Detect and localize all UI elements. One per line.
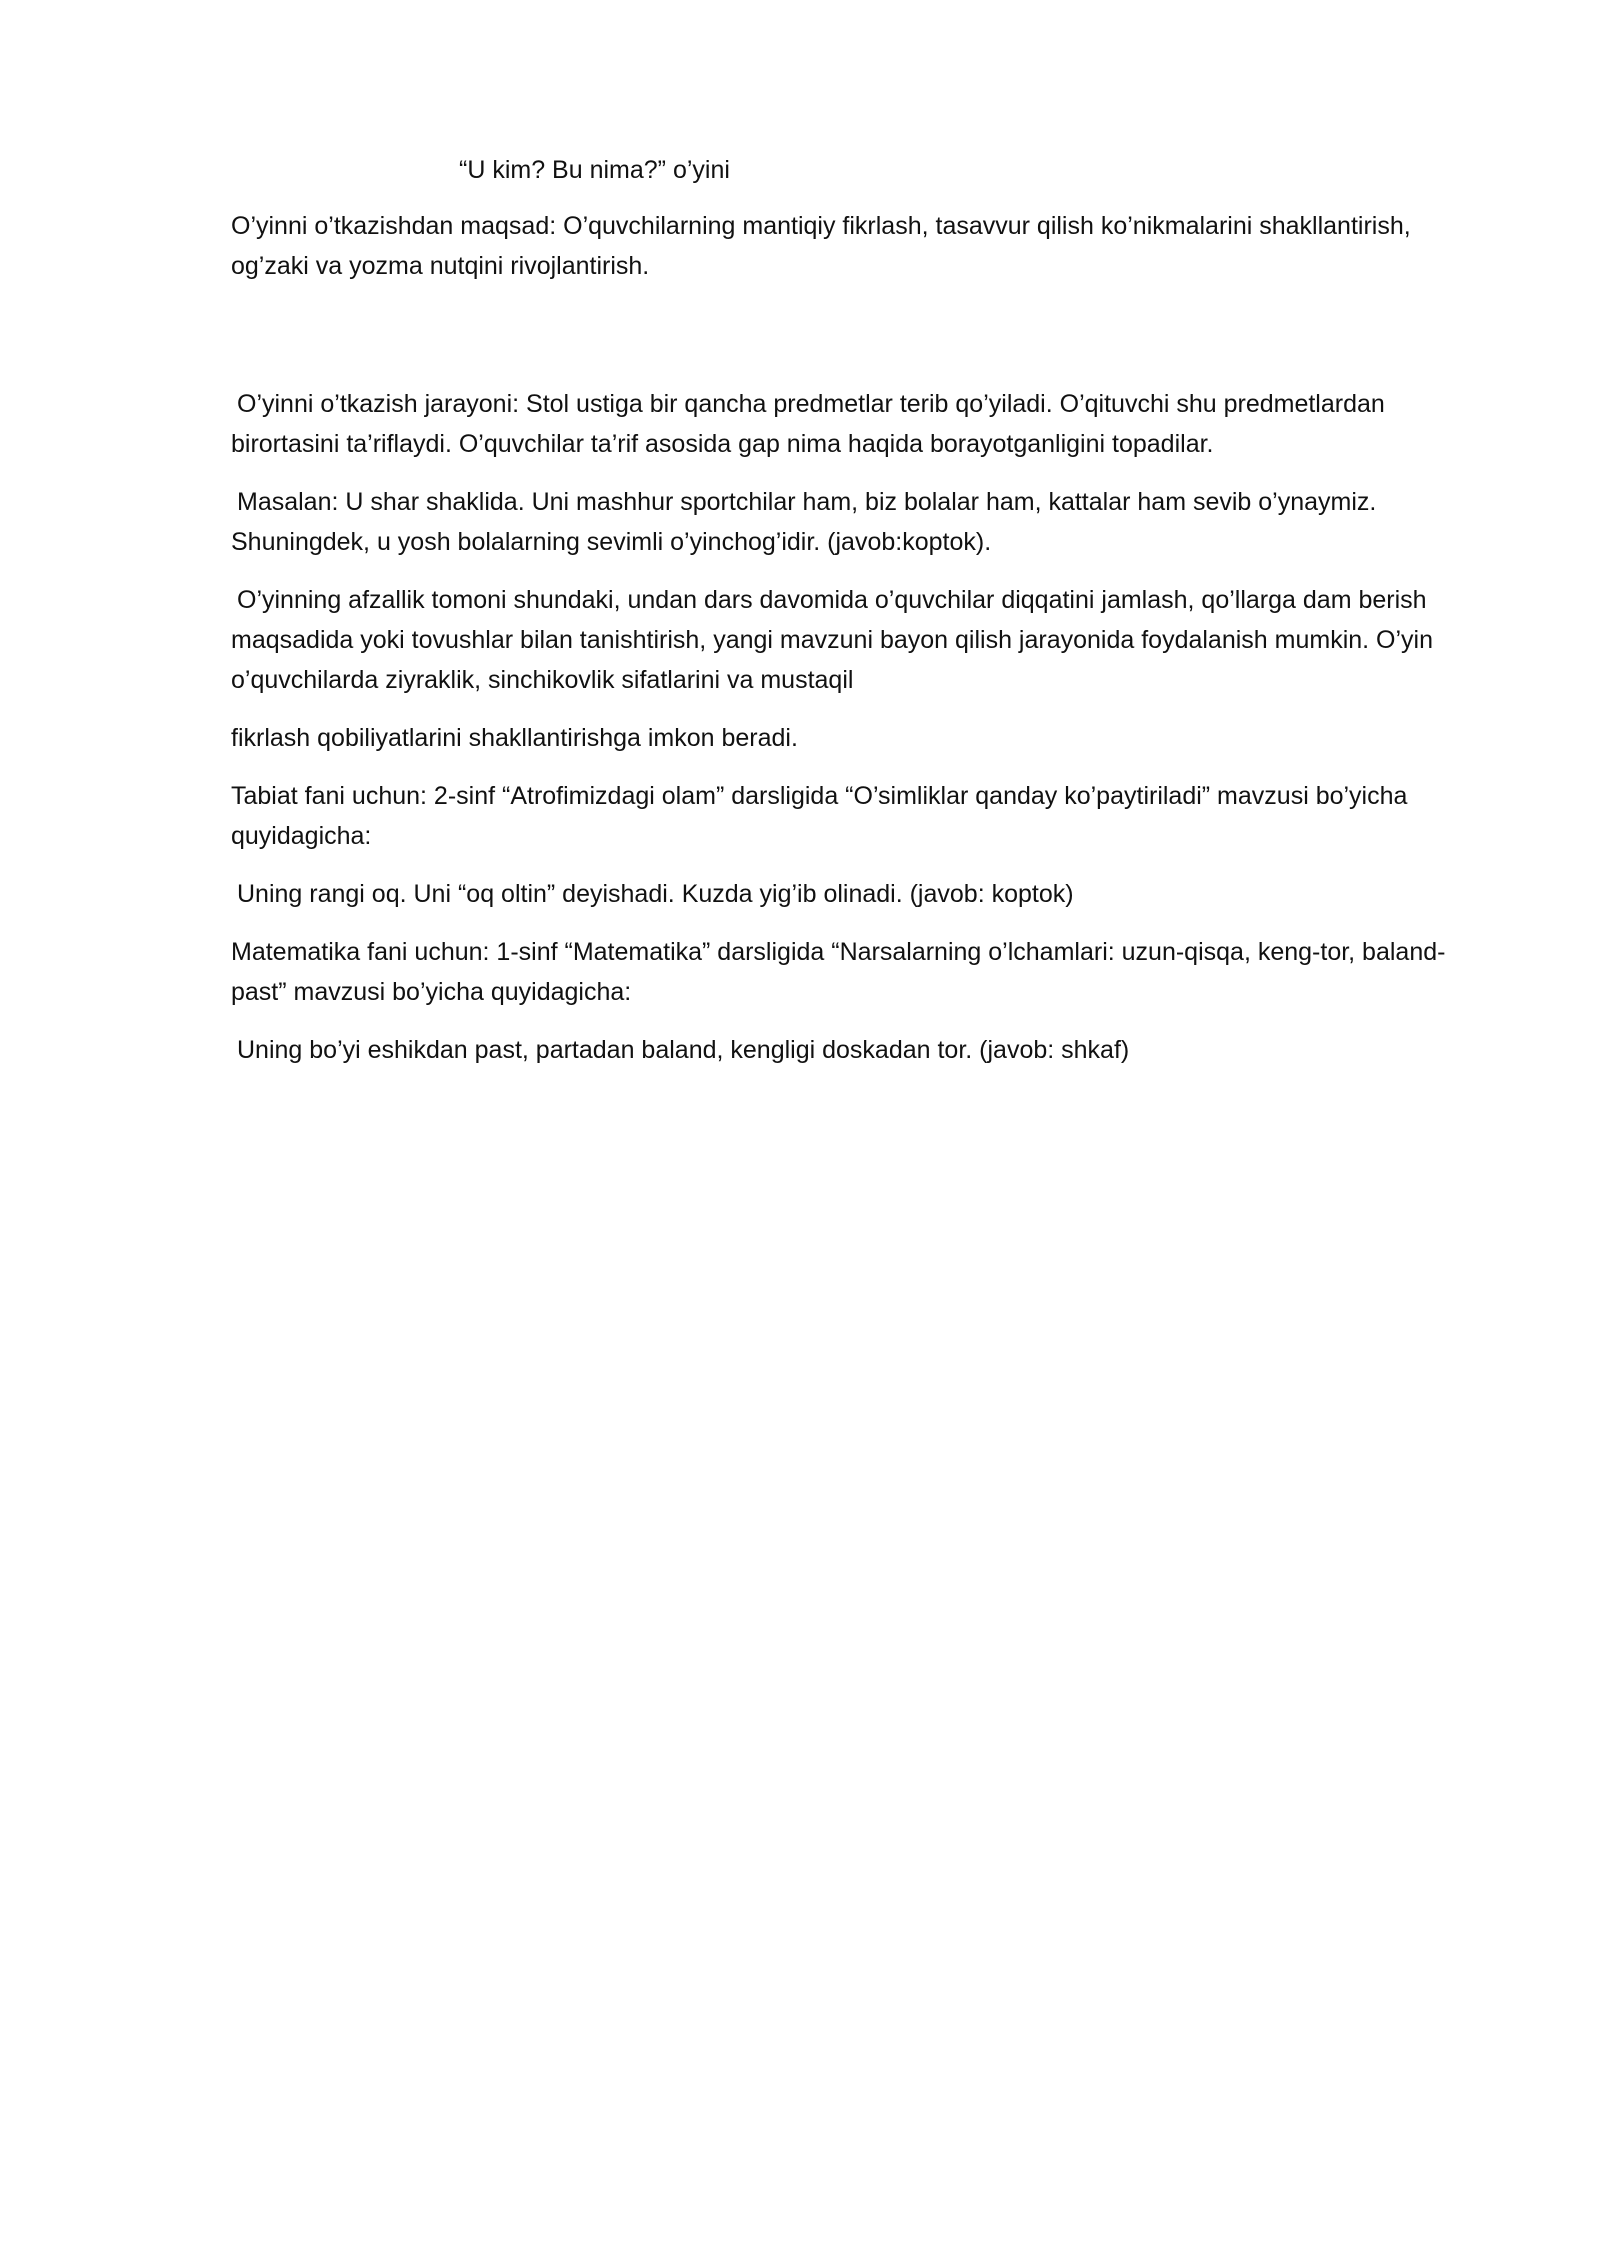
paragraph-example: Masalan: U shar shaklida. Uni mashhur sportchilar ham, biz bolalar ham, kattalar ham sevib o’ynaymiz. Shuningdek, u yosh bolalarning sevimli o’yinchog’idir. (javob:koptok). [231,488,1377,556]
paragraph-nature-riddle: Uning rangi oq. Uni “oq oltin” deyishadi. Kuzda yig’ib olinadi. (javob: koptok) [237,880,1074,908]
paragraph-advantage-continued: fikrlash qobiliyatlarini shakllantirishga imkon beradi. [231,724,798,752]
paragraph-procedure: O’yinni o’tkazish jarayoni: Stol ustiga bir qancha predmetlar terib qo’yiladi. O’qituvchi shu predmetlardan birortasini ta’riflaydi. O’quvchilar ta’rif asosida gap nima haqida borayotganligini topadilar. [231,390,1385,458]
paragraph-math-riddle: Uning bo’yi eshikdan past, partadan baland, kengligi doskadan tor. (javob: shkaf) [237,1036,1130,1064]
paragraph-nature-subject: Tabiat fani uchun: 2-sinf “Atrofimizdagi olam” darsligida “O’simliklar qanday ko’paytiriladi” mavzusi bo’yicha quyidagicha: [231,782,1408,850]
paragraph-advantage: O’yinning afzallik tomoni shundaki, undan dars davomida o’quvchilar diqqatini jamlash, qo’llarga dam berish maqsadida yoki tovushlar bilan tanishtirish, yangi mavzuni bayon qilish jarayonida foydalanish mumkin. O’yin o’quvchilarda ziyraklik, sinchikovlik sifatlarini va mustaqil [231,586,1434,694]
document-body [231,150,1491,1088]
paragraph-math-subject: Matematika fani uchun: 1-sinf “Matematika” darsligida “Narsalarning o’lchamlari: uzun-qisqa, keng-tor, baland-past” mavzusi bo’yicha quyidagicha: [231,938,1446,1006]
document-title: “U kim? Bu nima?” o’yini [459,156,730,184]
paragraph-purpose: O’yinni o’tkazishdan maqsad: O’quvchilarning mantiqiy fikrlash, tasavvur qilish ko’nikmalarini shakllantirish, og’zaki va yozma nutqini rivojlantirish. [231,212,1411,280]
